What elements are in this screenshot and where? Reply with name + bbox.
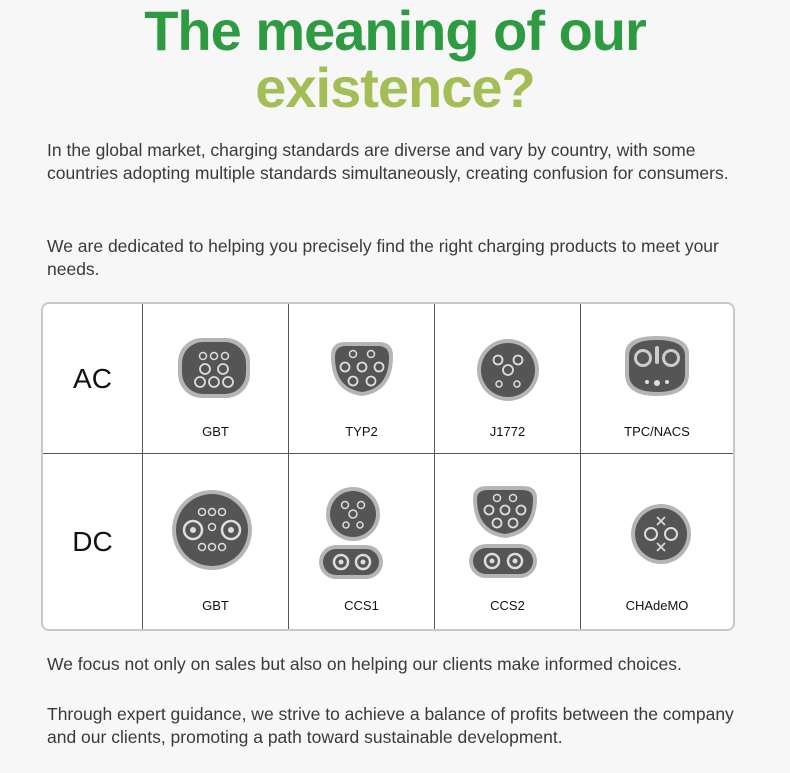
page-title-line2: existence?	[255, 56, 535, 119]
plug-cell-ccs2	[435, 454, 581, 629]
plug-cell-ccs1	[289, 454, 435, 629]
row-label-ac: AC	[43, 304, 143, 454]
connector-table	[41, 302, 735, 631]
plug-cell-gbt-ac	[143, 304, 289, 454]
page-title-line1: The meaning of our	[144, 0, 646, 62]
intro-paragraph-1: In the global market, charging standards are diverse and vary by country, with some countries adopting multiple standards simultaneously, creating confusion for consumers.	[47, 140, 729, 183]
page-title	[0, 0, 790, 119]
plug-cell-chademo	[581, 454, 733, 629]
plug-label-gbt-dc: GBT	[202, 598, 229, 613]
plug-cell-typ2	[289, 304, 435, 454]
plug-label-chademo: CHAdeMO	[625, 598, 689, 613]
plug-label-nacs: TPC/NACS	[624, 424, 690, 439]
plug-label-gbt-ac: GBT	[202, 424, 229, 439]
plug-label-ccs2: CCS2	[490, 598, 525, 613]
plug-label-j1772: J1772	[489, 424, 526, 439]
row-label-dc: DC	[43, 454, 143, 629]
plug-label-ccs1: CCS1	[344, 598, 379, 613]
plug-cell-nacs	[581, 304, 733, 454]
plug-label-typ2: TYP2	[345, 424, 378, 439]
outro-paragraph-1: We focus not only on sales but also on helping our clients make informed choices.	[47, 654, 682, 674]
plug-cell-gbt-dc	[143, 454, 289, 629]
intro-paragraph-2: We are dedicated to helping you precisely find the right charging products to meet your needs.	[47, 236, 719, 279]
outro-paragraph-2: Through expert guidance, we strive to achieve a balance of profits between the company and our clients, promoting a path toward sustainable development.	[47, 704, 734, 747]
plug-cell-j1772	[435, 304, 581, 454]
